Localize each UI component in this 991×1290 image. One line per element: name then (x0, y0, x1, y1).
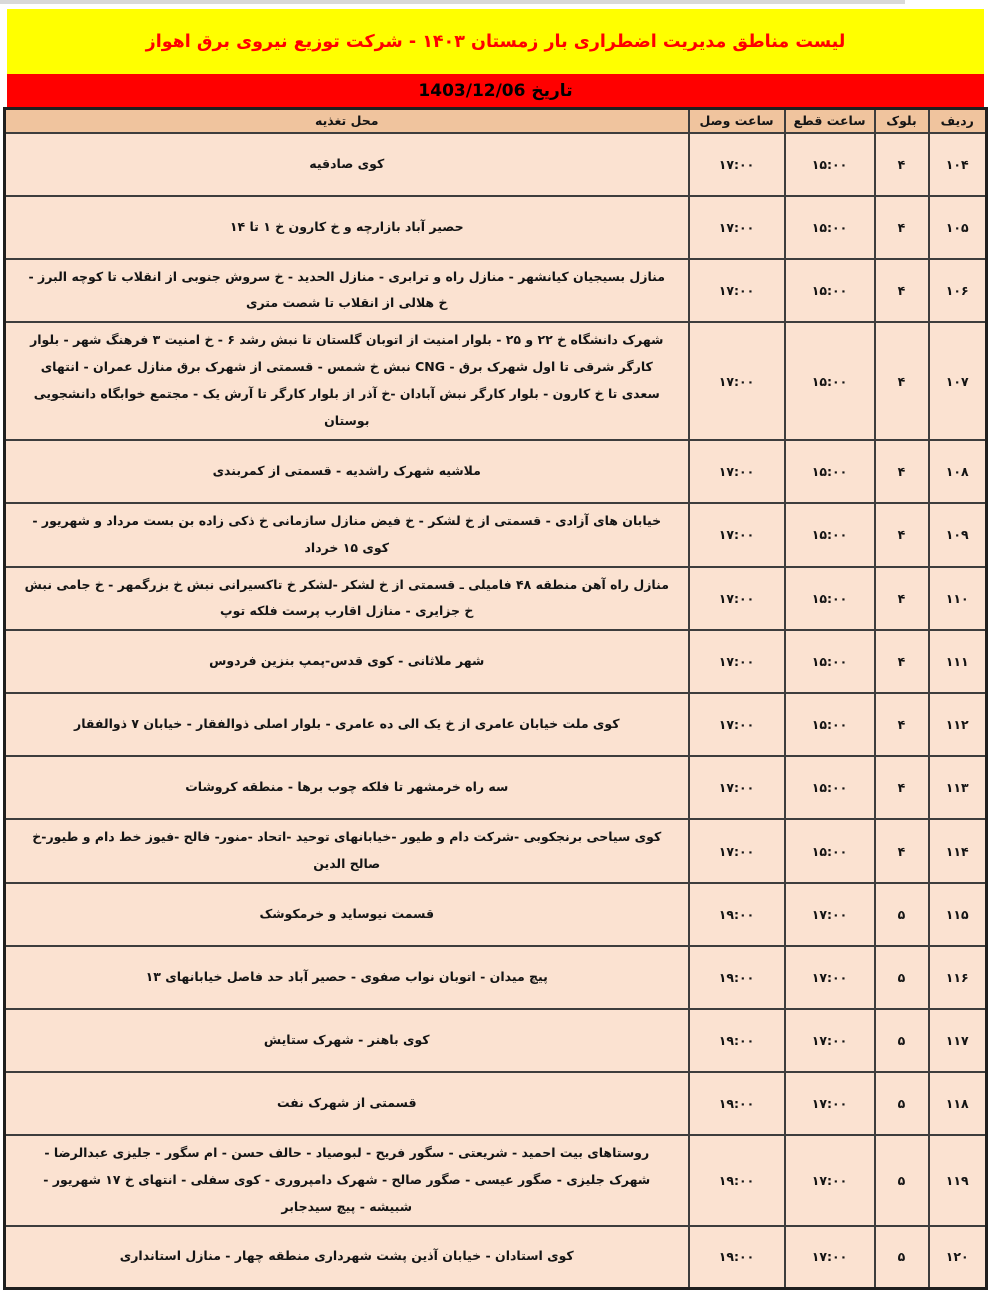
table-row (5, 883, 987, 946)
cell-block: ۴ (875, 630, 929, 693)
cell-block: ۴ (875, 693, 929, 756)
cell-location: قسمتی از شهرک نفت (5, 1072, 689, 1135)
cell-cut-time: ۱۵:۰۰ (785, 259, 875, 323)
table-row (5, 503, 987, 567)
cell-cut-time: ۱۵:۰۰ (785, 693, 875, 756)
header-row-number: ردیف (929, 109, 987, 133)
cell-reconnect-time: ۱۷:۰۰ (689, 259, 785, 323)
cell-cut-time: ۱۷:۰۰ (785, 1135, 875, 1226)
cell-block: ۵ (875, 1135, 929, 1226)
cell-cut-time: ۱۵:۰۰ (785, 819, 875, 883)
cell-cut-time: ۱۵:۰۰ (785, 630, 875, 693)
table-row (5, 133, 987, 196)
cell-block: ۴ (875, 756, 929, 819)
cell-cut-time: ۱۵:۰۰ (785, 196, 875, 259)
cell-reconnect-time: ۱۷:۰۰ (689, 133, 785, 196)
outage-schedule-table (3, 107, 988, 1290)
table-header-row (5, 109, 987, 133)
cell-row-number: ۱۱۱ (929, 630, 987, 693)
cell-block: ۴ (875, 440, 929, 503)
cell-block: ۵ (875, 1226, 929, 1289)
cell-row-number: ۱۱۶ (929, 946, 987, 1009)
cell-location: قسمت نیوساید و خرمکوشک (5, 883, 689, 946)
cell-row-number: ۱۰۴ (929, 133, 987, 196)
table-row (5, 630, 987, 693)
cell-cut-time: ۱۷:۰۰ (785, 1009, 875, 1072)
cell-reconnect-time: ۱۹:۰۰ (689, 946, 785, 1009)
cell-row-number: ۱۰۸ (929, 440, 987, 503)
cell-location: شهر ملاثانی - کوی قدس-پمپ بنزین فردوس (5, 630, 689, 693)
cell-reconnect-time: ۱۷:۰۰ (689, 693, 785, 756)
cell-row-number: ۱۱۰ (929, 567, 987, 631)
cell-location: کوی استادان - خیابان آذین پشت شهرداری منطقه چهار - منازل استانداری (5, 1226, 689, 1289)
cell-location: منازل بسیجیان کیانشهر - منازل راه و ترابری - منازل الحدید - خ سروش جنوبی از انقلاب تا کوچه البرز - خ هلالی از انقلاب تا شصت متری (5, 259, 689, 323)
cell-location: ملاشیه شهرک راشدیه - قسمتی از کمربندی (5, 440, 689, 503)
table-body (5, 133, 987, 1289)
table-row (5, 567, 987, 631)
table-row (5, 819, 987, 883)
cell-row-number: ۱۲۰ (929, 1226, 987, 1289)
table-row (5, 440, 987, 503)
page-title: لیست مناطق مدیریت اضطراری بار زمستان ۱۴۰۳ - شرکت توزیع نیروی برق اهواز (145, 31, 846, 52)
cell-reconnect-time: ۱۹:۰۰ (689, 1072, 785, 1135)
table-row (5, 1226, 987, 1289)
cell-location: کوی سیاحی برنجکوبی -شرکت دام و طیور -خیابانهای توحید -اتحاد -منور- فالح -فیوز خط دام و طیور-خ صالح الدین (5, 819, 689, 883)
cell-row-number: ۱۱۸ (929, 1072, 987, 1135)
cell-cut-time: ۱۵:۰۰ (785, 567, 875, 631)
cell-reconnect-time: ۱۷:۰۰ (689, 567, 785, 631)
header-cut-time: ساعت قطع (785, 109, 875, 133)
date-label: تاریخ 1403/12/06 (418, 80, 573, 101)
table-row (5, 196, 987, 259)
cell-row-number: ۱۱۵ (929, 883, 987, 946)
cell-row-number: ۱۰۹ (929, 503, 987, 567)
cell-reconnect-time: ۱۷:۰۰ (689, 503, 785, 567)
cell-cut-time: ۱۷:۰۰ (785, 1072, 875, 1135)
cell-row-number: ۱۰۵ (929, 196, 987, 259)
cell-location: کوی باهنر - شهرک ستایش (5, 1009, 689, 1072)
title-banner (7, 9, 984, 74)
cell-reconnect-time: ۱۹:۰۰ (689, 1009, 785, 1072)
cell-cut-time: ۱۵:۰۰ (785, 322, 875, 440)
cell-cut-time: ۱۷:۰۰ (785, 883, 875, 946)
header-block: بلوک (875, 109, 929, 133)
header-location: محل تغذیه (5, 109, 689, 133)
cell-block: ۴ (875, 567, 929, 631)
cell-location: پیچ میدان - اتوبان نواب صفوی - حصیر آباد حد فاصل خیابانهای ۱۳ (5, 946, 689, 1009)
table-row (5, 259, 987, 323)
cell-reconnect-time: ۱۷:۰۰ (689, 196, 785, 259)
table-row (5, 1072, 987, 1135)
table-row (5, 756, 987, 819)
cell-reconnect-time: ۱۷:۰۰ (689, 322, 785, 440)
cell-block: ۴ (875, 133, 929, 196)
cell-cut-time: ۱۷:۰۰ (785, 946, 875, 1009)
cell-row-number: ۱۱۹ (929, 1135, 987, 1226)
cell-cut-time: ۱۵:۰۰ (785, 133, 875, 196)
cell-location: شهرک دانشگاه خ ۲۲ و ۲۵ - بلوار امنیت از اتوبان گلستان تا نبش رشد ۶ - خ امنیت ۳ فرهنگ شهر - بلوار کارگر شرقی تا اول شهرک برق - CNG نبش خ شمس - قسمتی از شهرک برق منازل عمران - انتهای سعدی تا خ کارون - بلوار کارگر نبش آبادان -خ آذر از بلوار کارگر تا آرش یک - مجتمع خوابگاه دانشجویی بوستان (5, 322, 689, 440)
cell-location: روستاهای بیت احمید - شریعتی - سگور فریح - لبوصیاد - حالف حسن - ام سگور - جلیزی عبدالرضا - شهرک جلیزی - صگور عیسی - صگور صالح - شهرک دامپروری - کوی سفلی - انتهای خ ۱۷ شهریور - شبیشه - پیچ سیدجابر (5, 1135, 689, 1226)
cell-cut-time: ۱۵:۰۰ (785, 503, 875, 567)
cell-location: خیابان های آزادی - قسمتی از خ لشکر - خ فیض منازل سازمانی خ ذکی زاده بن بست مرداد و شهریور - کوی ۱۵ خرداد (5, 503, 689, 567)
cell-cut-time: ۱۵:۰۰ (785, 756, 875, 819)
cell-block: ۵ (875, 946, 929, 1009)
cell-row-number: ۱۰۷ (929, 322, 987, 440)
cell-row-number: ۱۰۶ (929, 259, 987, 323)
cell-row-number: ۱۱۳ (929, 756, 987, 819)
header-reconnect-time: ساعت وصل (689, 109, 785, 133)
cell-cut-time: ۱۷:۰۰ (785, 1226, 875, 1289)
cell-row-number: ۱۱۲ (929, 693, 987, 756)
table-row (5, 693, 987, 756)
cell-reconnect-time: ۱۹:۰۰ (689, 1135, 785, 1226)
cell-location: حصیر آباد بازارچه و خ کارون خ ۱ تا ۱۴ (5, 196, 689, 259)
cell-row-number: ۱۱۴ (929, 819, 987, 883)
table-row (5, 1135, 987, 1226)
cell-reconnect-time: ۱۷:۰۰ (689, 440, 785, 503)
table-row (5, 322, 987, 440)
cell-location: سه راه خرمشهر تا فلکه چوب برها - منطقه کروشات (5, 756, 689, 819)
cell-block: ۴ (875, 196, 929, 259)
cell-reconnect-time: ۱۹:۰۰ (689, 1226, 785, 1289)
cell-block: ۵ (875, 883, 929, 946)
cell-reconnect-time: ۱۷:۰۰ (689, 630, 785, 693)
cell-reconnect-time: ۱۷:۰۰ (689, 819, 785, 883)
cell-block: ۴ (875, 259, 929, 323)
table-row (5, 946, 987, 1009)
cell-cut-time: ۱۵:۰۰ (785, 440, 875, 503)
cell-block: ۵ (875, 1072, 929, 1135)
cell-reconnect-time: ۱۹:۰۰ (689, 883, 785, 946)
cell-reconnect-time: ۱۷:۰۰ (689, 756, 785, 819)
cell-row-number: ۱۱۷ (929, 1009, 987, 1072)
cell-block: ۴ (875, 322, 929, 440)
cell-block: ۵ (875, 1009, 929, 1072)
cell-location: منازل راه آهن منطقه ۴۸ فامیلی ـ قسمتی از خ لشکر -لشکر خ تاکسیرانی نبش خ بزرگمهر - خ جامی نبش خ جزایری - منازل اقارب پرست فلکه توپ (5, 567, 689, 631)
cell-location: کوی صادقیه (5, 133, 689, 196)
cell-location: کوی ملت خیابان عامری از خ یک الی ده عامری - بلوار اصلی ذوالفقار - خیابان ۷ ذوالفقار (5, 693, 689, 756)
cell-block: ۴ (875, 503, 929, 567)
cell-block: ۴ (875, 819, 929, 883)
table-row (5, 1009, 987, 1072)
date-banner (7, 74, 984, 107)
